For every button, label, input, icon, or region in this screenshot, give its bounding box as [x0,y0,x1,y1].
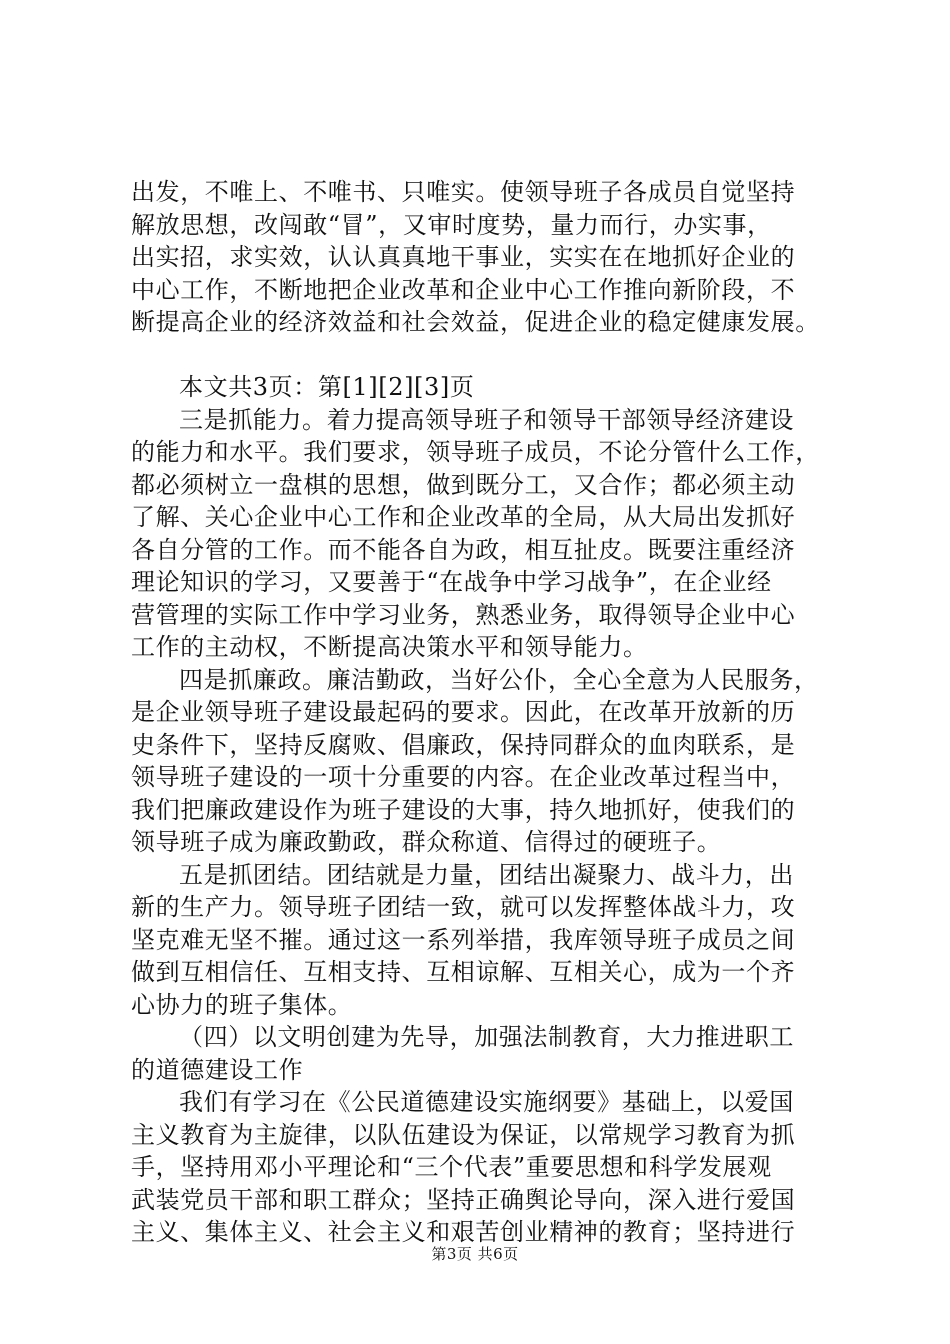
text-line: 坚克难无坚不摧。通过这一系列举措，我库领导班子成员之间 [131,925,796,954]
text-line: 出发，不唯上、不唯书、只唯实。使领导班子各成员自觉坚持 [131,178,796,206]
text-line: 我们把廉政建设作为班子建设的大事，持久地抓好，使我们的 [131,795,796,824]
text-line: 出实招，求实效，认认真真地干事业，实实在在地抓好企业的 [131,243,796,271]
text-line: 三是抓能力。着力提高领导班子和领导干部领导经济建设 [179,405,794,434]
body-text [131,404,831,1249]
text-line: 的能力和水平。我们要求，领导班子成员，不论分管什么工作， [131,438,820,466]
text-line: 手，坚持用邓小平理论和“三个代表”重要思想和科学发展观 [131,1153,772,1181]
paragraph-top [131,176,831,1249]
text-line: 理论知识的学习，又要善于“在战争中学习战争”，在企业经 [131,568,772,596]
text-line: 主义教育为主旋律，以队伍建设为保证，以常规学习教育为抓 [131,1120,796,1149]
text-line: 我们有学习在《公民道德建设实施纲要》基础上，以爱国 [179,1088,794,1116]
page-footer: 第3页 共6页 [431,1245,519,1263]
page-navigation[interactable]: 本文共3页：第[1][2][3]页 [179,373,475,401]
text-line: 史条件下，坚持反腐败、倡廉政，保持同群众的血肉联系，是 [131,730,796,759]
text-line: 武装党员干部和职工群众；坚持正确舆论导向，深入进行爱国 [131,1185,796,1214]
text-line: 工作的主动权，不断提高决策水平和领导能力。 [131,633,648,661]
text-line: 是企业领导班子建设最起码的要求。因此，在改革开放新的历 [131,698,796,726]
text-line: 解放思想，改闯敢“冒”，又审时度势，量力而行，办实事， [131,210,772,239]
text-line: 主义、集体主义、社会主义和艰苦创业精神的教育；坚持进行 [131,1218,796,1246]
text-line: 新的生产力。领导班子团结一致，就可以发挥整体战斗力，攻 [131,893,796,921]
text-line: 了解、关心企业中心工作和企业改革的全局，从大局出发抓好 [131,503,796,531]
text-line: 中心工作，不断地把企业改革和企业中心工作推向新阶段，不 [131,275,796,304]
text-line: 各自分管的工作。而不能各自为政，相互扯皮。既要注重经济 [131,535,796,564]
text-line: （四）以文明创建为先导，加强法制教育，大力推进职工 [179,1023,794,1051]
text-line: 的道德建设工作 [131,1055,304,1084]
text-line: 领导班子建设的一项十分重要的内容。在企业改革过程当中， [131,763,796,791]
text-line: 四是抓廉政。廉洁勤政，当好公仆，全心全意为人民服务， [179,665,819,694]
text-line: 领导班子成为廉政勤政，群众称道、信得过的硬班子。 [131,828,722,856]
text-line: 都必须树立一盘棋的思想，做到既分工，又合作；都必须主动 [131,470,796,499]
text-line: 做到互相信任、互相支持、互相谅解、互相关心，成为一个齐 [131,958,796,986]
text-line: 心协力的班子集体。 [131,990,353,1019]
text-line: 断提高企业的经济效益和社会效益，促进企业的稳定健康发展。 [131,308,820,336]
text-line: 营管理的实际工作中学习业务，熟悉业务，取得领导企业中心 [131,600,796,629]
text-line: 五是抓团结。团结就是力量，团结出凝聚力、战斗力，出 [179,860,794,889]
